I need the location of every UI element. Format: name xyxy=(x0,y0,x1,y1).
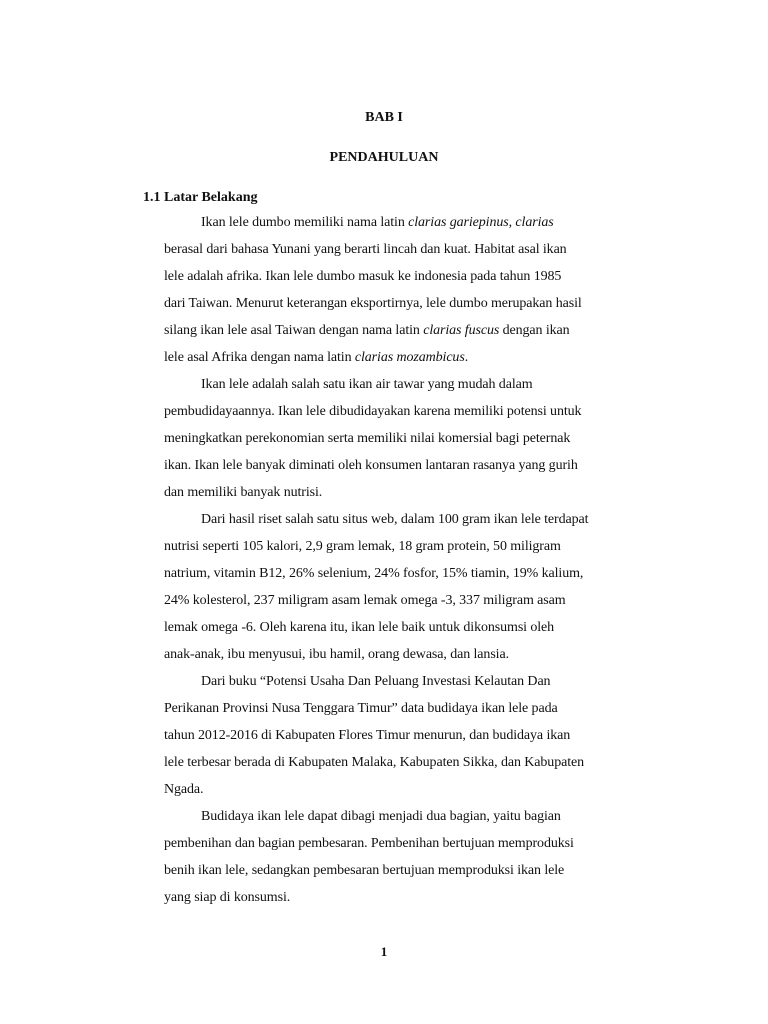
latin-name: clarias fuscus xyxy=(423,323,500,338)
paragraph-line: 24% kolesterol, 237 miligram asam lemak omega -3, 337 miligram asam xyxy=(164,593,566,608)
paragraph-line: lele adalah afrika. Ikan lele dumbo masuk ke indonesia pada tahun 1985 xyxy=(164,269,562,284)
text-span: silang ikan lele asal Taiwan dengan nama latin xyxy=(164,323,424,338)
paragraph-line: dari Taiwan. Menurut keterangan eksportirnya, lele dumbo merupakan hasil xyxy=(164,296,582,311)
text-span: lele asal Afrika dengan nama latin xyxy=(164,350,355,365)
paragraph-line xyxy=(164,350,468,366)
paragraph-line xyxy=(164,323,570,339)
paragraph-line: Ikan lele adalah salah satu ikan air tawar yang mudah dalam xyxy=(201,377,533,392)
paragraph-line: Budidaya ikan lele dapat dibagi menjadi dua bagian, yaitu bagian xyxy=(201,809,561,824)
paragraph-line: lemak omega -6. Oleh karena itu, ikan lele baik untuk dikonsumsi oleh xyxy=(164,620,555,635)
paragraph-line: nutrisi seperti 105 kalori, 2,9 gram lemak, 18 gram protein, 50 miligram xyxy=(164,539,561,554)
paragraph-line: Dari hasil riset salah satu situs web, dalam 100 gram ikan lele terdapat xyxy=(201,512,589,527)
paragraph-line: dan memiliki banyak nutrisi. xyxy=(164,485,323,500)
paragraph-line: lele terbesar berada di Kabupaten Malaka, Kabupaten Sikka, dan Kabupaten xyxy=(164,755,585,770)
text-span: , xyxy=(508,215,516,230)
paragraph-line: pembenihan dan bagian pembesaran. Pembenihan bertujuan memproduksi xyxy=(164,836,574,851)
chapter-label: BAB I xyxy=(365,110,403,125)
text-span: dengan ikan xyxy=(499,323,570,338)
text-span: . xyxy=(464,350,469,365)
paragraph-line: pembudidayaannya. Ikan lele dibudidayakan karena memiliki potensi untuk xyxy=(164,404,582,419)
paragraph-line: ikan. Ikan lele banyak diminati oleh konsumen lantaran rasanya yang gurih xyxy=(164,458,578,473)
paragraph-line: tahun 2012-2016 di Kabupaten Flores Timur menurun, dan budidaya ikan xyxy=(164,728,571,743)
latin-name: clarias mozambicus xyxy=(354,350,465,365)
paragraph-line: anak-anak, ibu menyusui, ibu hamil, orang dewasa, dan lansia. xyxy=(164,647,509,662)
text-span: Ikan lele dumbo memiliki nama latin xyxy=(201,215,409,230)
paragraph-line: meningkatkan perekonomian serta memiliki nilai komersial bagi peternak xyxy=(164,431,571,446)
paragraph-line: berasal dari bahasa Yunani yang berarti lincah dan kuat. Habitat asal ikan xyxy=(164,242,567,257)
paragraph-line: Dari buku “Potensi Usaha Dan Peluang Investasi Kelautan Dan xyxy=(201,674,551,689)
paragraph-line xyxy=(201,215,554,231)
paragraph-line: Ngada. xyxy=(164,782,204,797)
paragraph-line: Perikanan Provinsi Nusa Tenggara Timur” data budidaya ikan lele pada xyxy=(164,701,558,716)
section-heading: 1.1 Latar Belakang xyxy=(143,190,258,205)
page-number: 1 xyxy=(380,944,388,959)
chapter-title: PENDAHULUAN xyxy=(329,150,439,165)
paragraph-line: yang siap di konsumsi. xyxy=(164,890,291,905)
latin-name: clarias xyxy=(515,215,554,230)
paragraph-line: benih ikan lele, sedangkan pembesaran bertujuan memproduksi ikan lele xyxy=(164,863,565,878)
latin-name: clarias gariepinus xyxy=(408,215,509,230)
paragraph-line: natrium, vitamin B12, 26% selenium, 24% fosfor, 15% tiamin, 19% kalium, xyxy=(164,566,584,581)
